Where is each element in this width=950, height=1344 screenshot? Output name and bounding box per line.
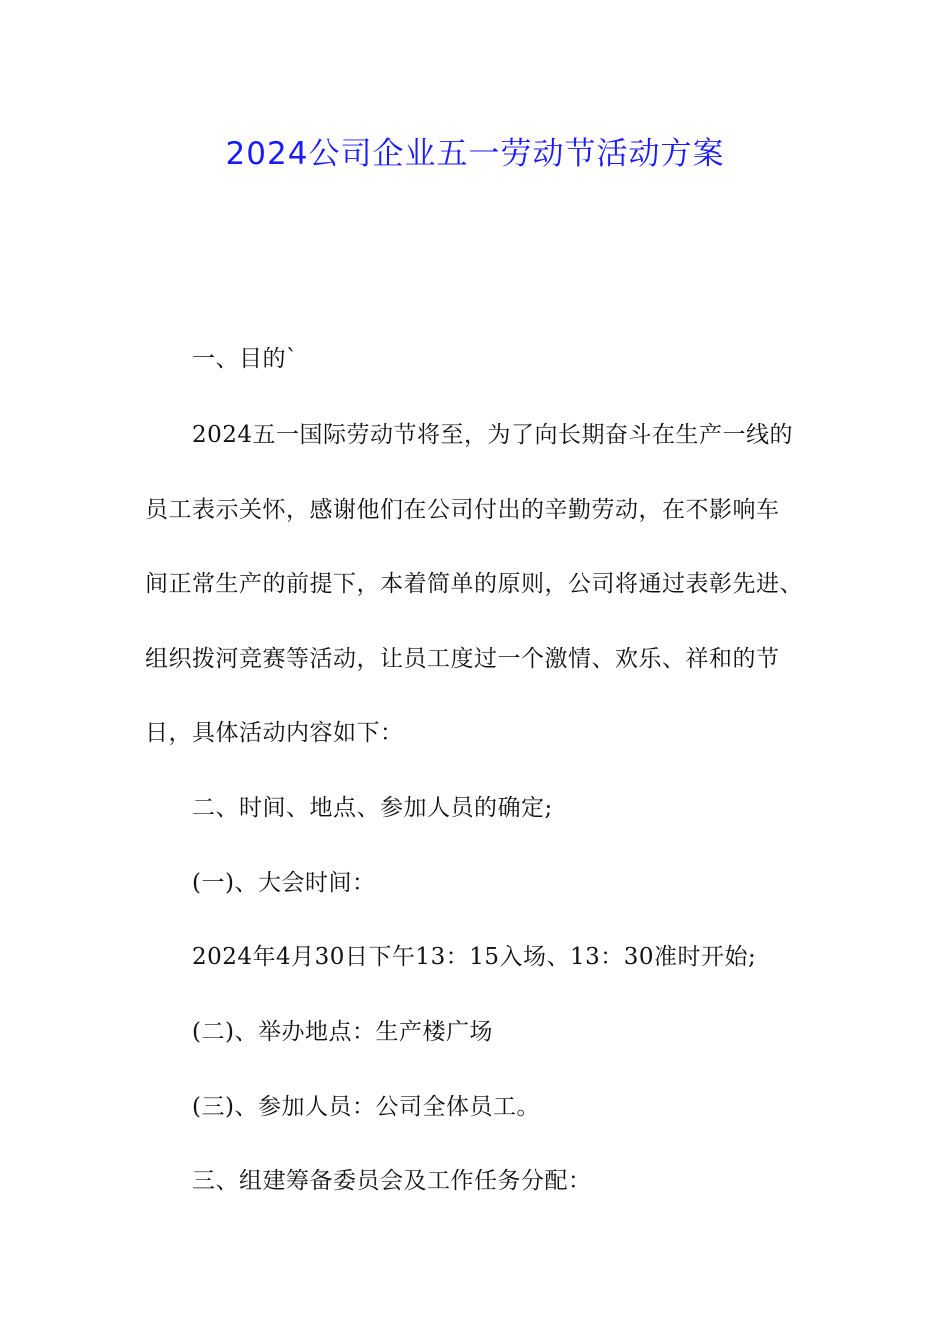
heading-purpose: 一、目的` (192, 346, 298, 372)
paragraph-line-4: 组织拨河竞赛等活动，让员工度过一个激情、欢乐、祥和的节 (145, 646, 780, 672)
heading-time-place: 二、时间、地点、参加人员的确定; (192, 795, 553, 821)
paragraph-line-1: 2024五一国际劳动节将至，为了向长期奋斗在生产一线的 (192, 422, 794, 448)
page-title: 2024公司企业五一劳动节活动方案 (225, 136, 725, 172)
meeting-time-value: 2024年4月30日下午13：15入场、13：30准时开始; (192, 944, 757, 970)
subheading-location: (二)、举办地点：生产楼广场 (192, 1019, 493, 1045)
paragraph-line-3: 间正常生产的前提下，本着简单的原则，公司将通过表彰先进、 (145, 571, 803, 597)
subheading-meeting-time: (一)、大会时间： (192, 870, 376, 896)
heading-committee: 三、组建筹备委员会及工作任务分配： (192, 1168, 592, 1194)
paragraph-line-2: 员工表示关怀，感谢他们在公司付出的辛勤劳动，在不影响车 (145, 497, 780, 523)
paragraph-line-5: 日，具体活动内容如下： (145, 720, 404, 746)
subheading-participants: (三)、参加人员：公司全体员工。 (192, 1094, 540, 1120)
